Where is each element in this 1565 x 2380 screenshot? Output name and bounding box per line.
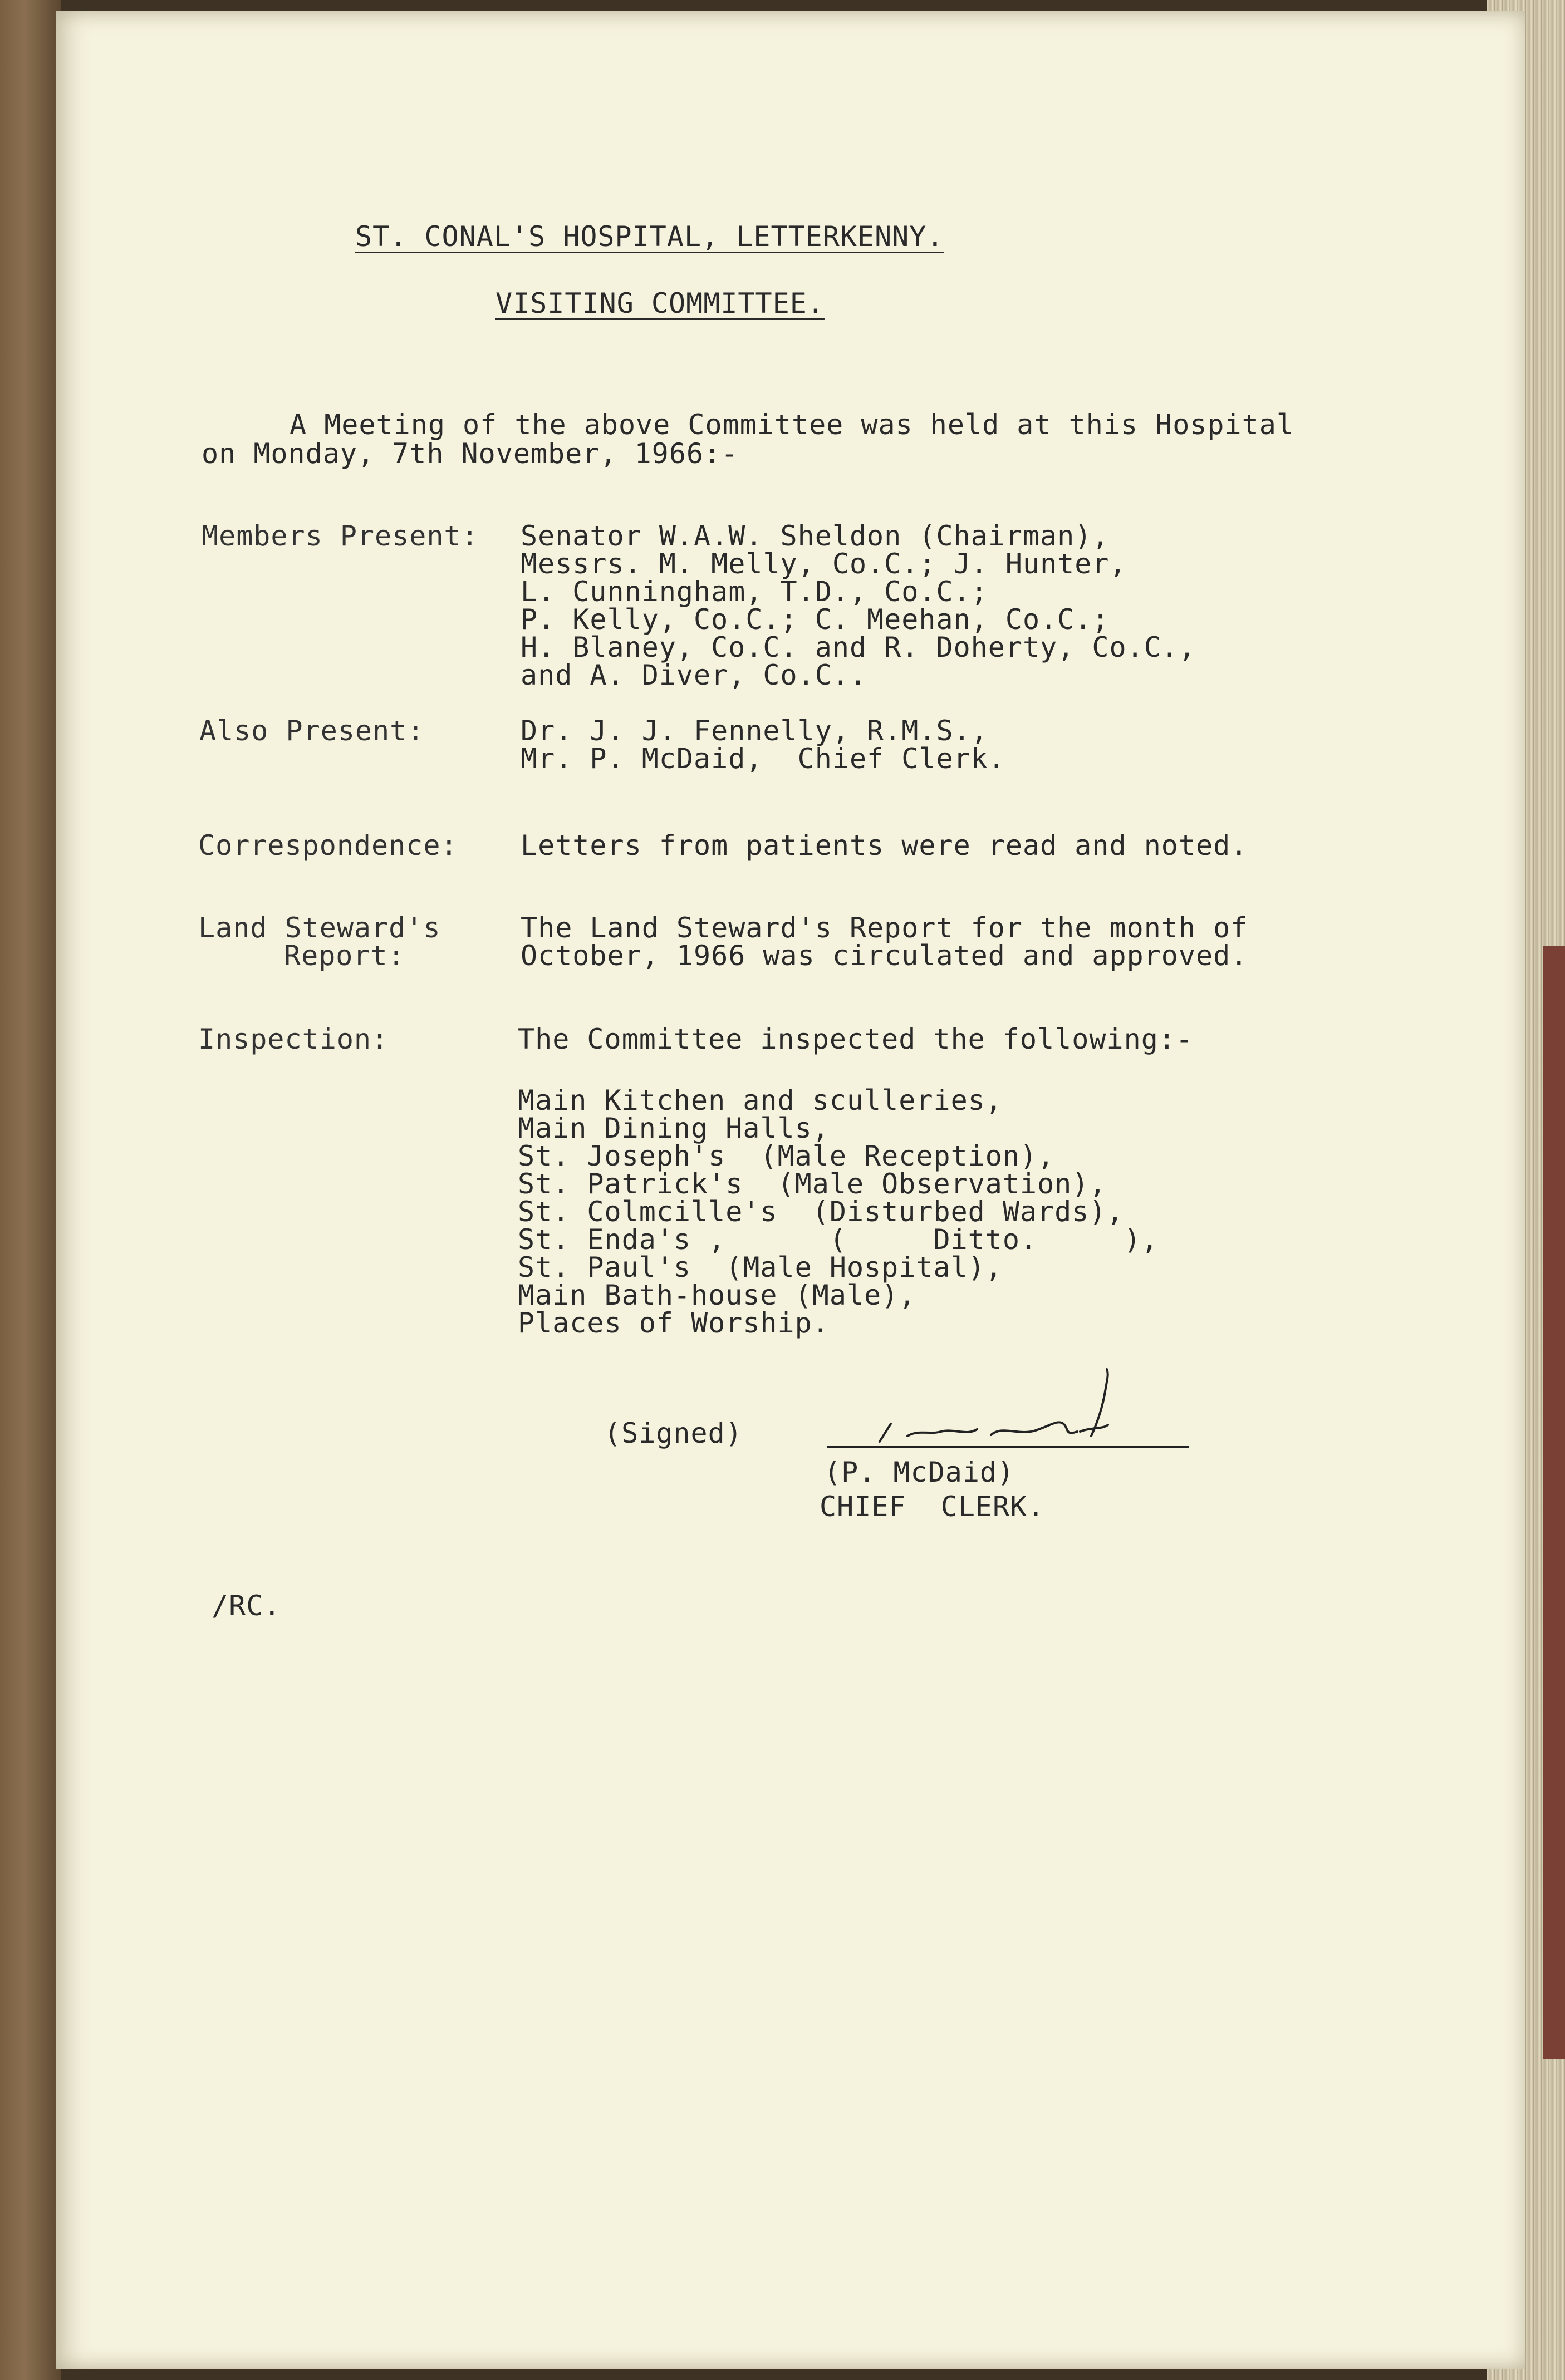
reference-code: /RC. [212, 1590, 281, 1622]
inspection-item: Places of Worship. [518, 1307, 830, 1339]
intro-line-1: A Meeting of the above Committee was held at this Hospital [290, 409, 1294, 441]
signature-line [827, 1446, 1189, 1448]
book-binding [0, 0, 61, 2380]
signatory-role: CHIEF CLERK. [820, 1491, 1045, 1523]
inspection-item: Main Bath-house (Male), [518, 1279, 916, 1311]
inspection-label: Inspection: [198, 1023, 389, 1055]
also-present-line: Dr. J. J. Fennelly, R.M.S., [521, 715, 988, 747]
inspection-item: St. Colmcille's (Disturbed Wards), [518, 1196, 1124, 1228]
signatory-name: (P. McDaid) [824, 1456, 1015, 1488]
correspondence-label: Correspondence: [198, 829, 458, 862]
members-line: L. Cunningham, T.D., Co.C.; [521, 576, 988, 608]
signed-label: (Signed) [604, 1417, 743, 1449]
inspection-item: Main Kitchen and sculleries, [518, 1084, 1003, 1117]
inspection-item: St. Joseph's (Male Reception), [518, 1140, 1055, 1172]
members-line: Messrs. M. Melly, Co.C.; J. Hunter, [521, 548, 1127, 580]
members-line: H. Blaney, Co.C. and R. Doherty, Co.C., [521, 631, 1196, 663]
inspection-item: St. Paul's (Male Hospital), [518, 1251, 1003, 1284]
land-steward-label-1: Land Steward's [198, 912, 441, 944]
also-present-line: Mr. P. McDaid, Chief Clerk. [521, 742, 1005, 775]
correspondence-text: Letters from patients were read and noted. [521, 829, 1248, 862]
inspection-intro: The Committee inspected the following:- [518, 1023, 1193, 1055]
inspection-item: St. Enda's , ( Ditto. ), [518, 1223, 1159, 1256]
intro-line-2: on Monday, 7th November, 1966:- [202, 437, 739, 470]
land-steward-label-2: Report: [284, 940, 405, 972]
inspection-item: St. Patrick's (Male Observation), [518, 1168, 1107, 1200]
cover-edge [1543, 946, 1565, 2059]
document-subtitle: VISITING COMMITTEE. [495, 287, 825, 319]
handwritten-signature [857, 1358, 1169, 1453]
also-present-label: Also Present: [199, 715, 425, 747]
inspection-item: Main Dining Halls, [518, 1112, 830, 1144]
members-line: Senator W.A.W. Sheldon (Chairman), [521, 520, 1110, 552]
members-label: Members Present: [202, 520, 479, 552]
document-title: ST. CONAL'S HOSPITAL, LETTERKENNY. [355, 220, 944, 253]
land-steward-line: October, 1966 was circulated and approved. [521, 940, 1248, 972]
document-page [56, 11, 1525, 2369]
members-line: P. Kelly, Co.C.; C. Meehan, Co.C.; [521, 603, 1110, 636]
members-line: and A. Diver, Co.C.. [521, 659, 867, 691]
land-steward-line: The Land Steward's Report for the month of [521, 912, 1248, 944]
